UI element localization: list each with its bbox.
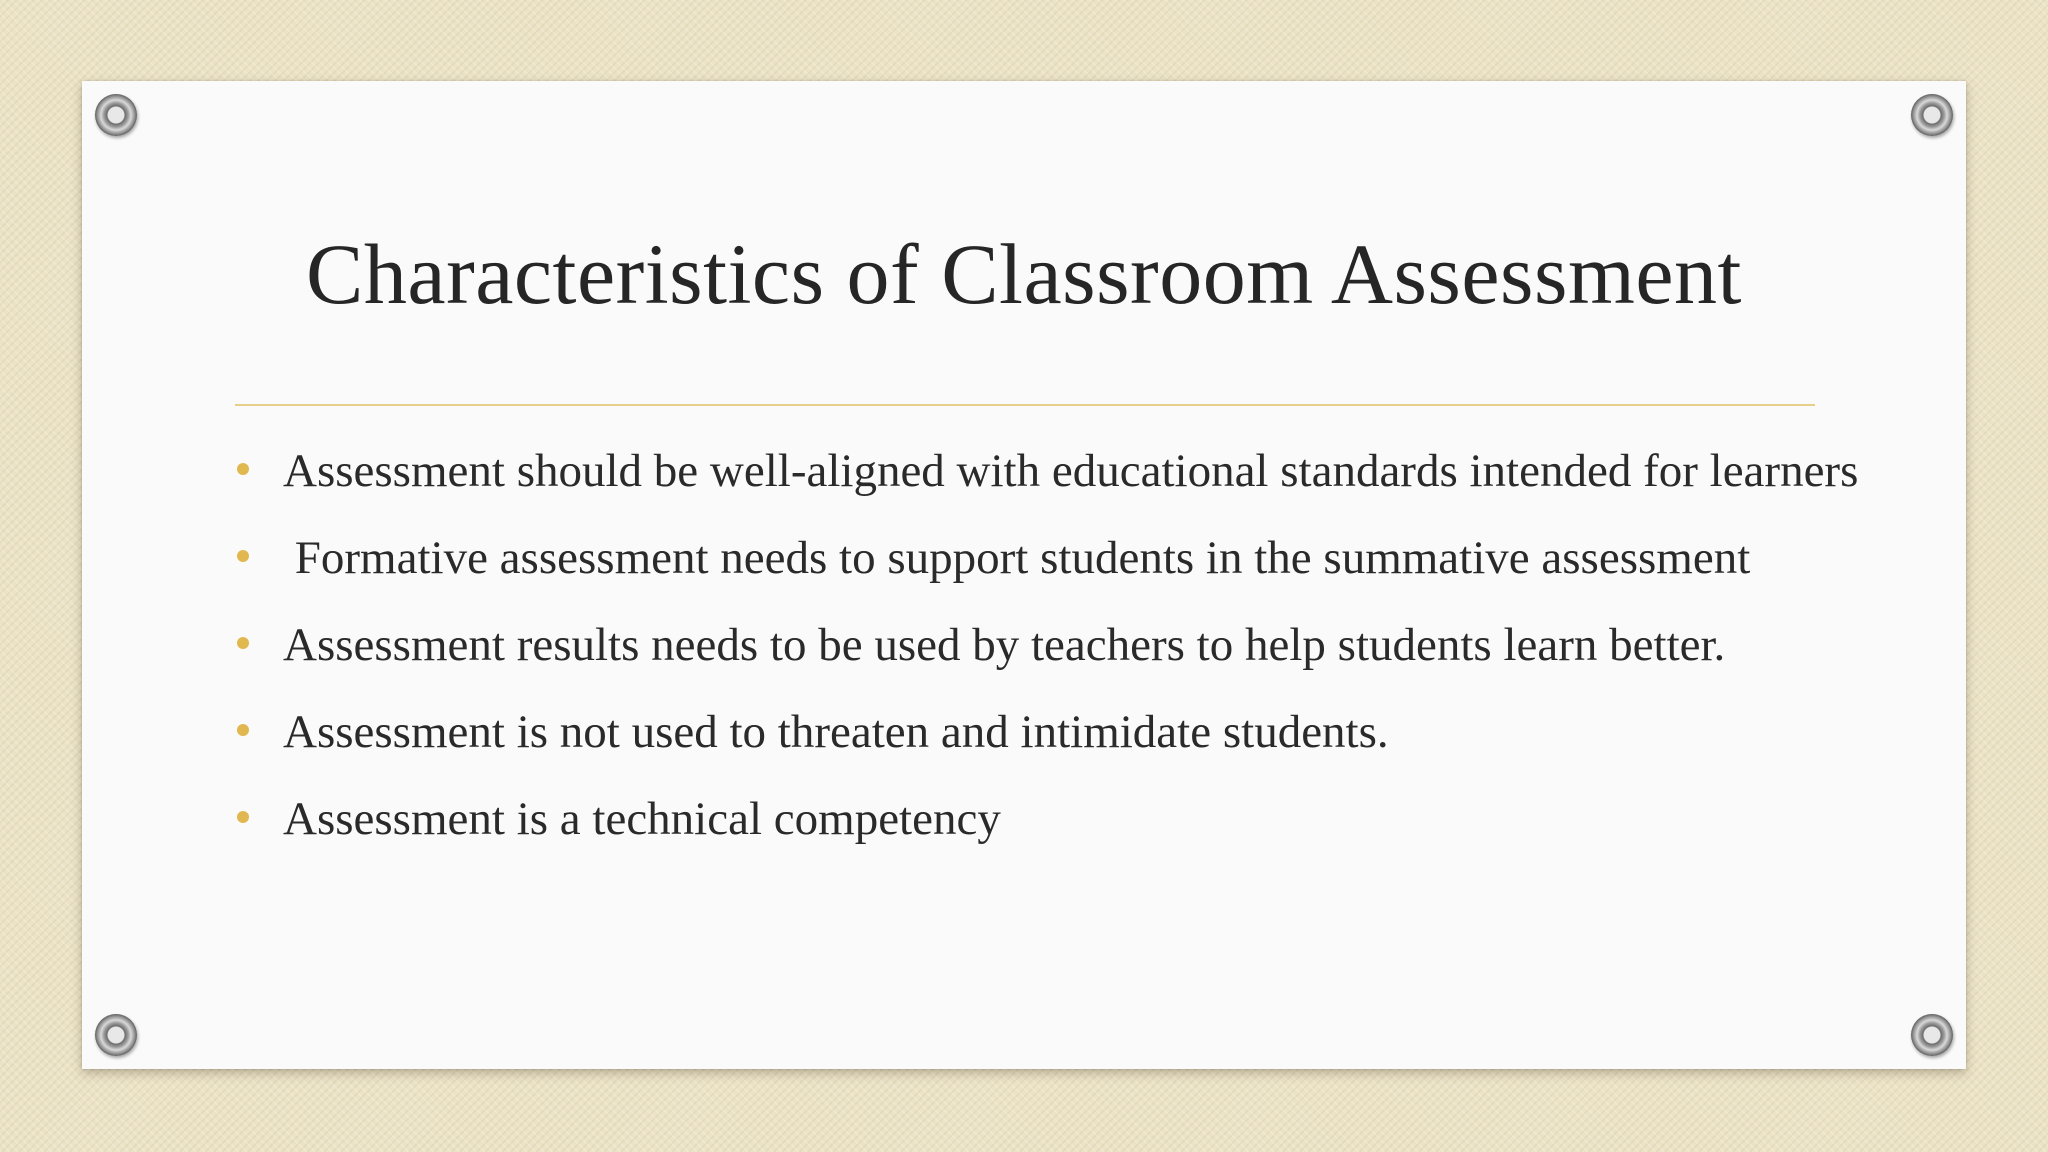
bullet-text: Assessment results needs to be used by teachers to help students learn better. (283, 619, 1726, 671)
bullet-text: Assessment is not used to threaten and intimidate students. (283, 706, 1389, 758)
bullet-text: Formative assessment needs to support students in the summative assessment (283, 532, 1751, 584)
bullet-list (235, 441, 1875, 876)
bullet-icon (237, 724, 249, 736)
title-divider (235, 404, 1815, 406)
bullet-icon (237, 637, 249, 649)
grommet-icon (1911, 1014, 1953, 1056)
bullet-item (235, 702, 1875, 763)
grommet-icon (95, 94, 137, 136)
bullet-icon (237, 811, 249, 823)
bullet-icon (237, 550, 249, 562)
bullet-text: Assessment should be well-aligned with educational standards intended for learners (283, 445, 1859, 497)
bullet-icon (237, 463, 249, 475)
bullet-item (235, 441, 1875, 502)
slide-title: Characteristics of Classroom Assessment (306, 226, 1742, 322)
slide-card (82, 81, 1966, 1069)
grommet-icon (1911, 94, 1953, 136)
bullet-item (235, 615, 1875, 676)
bullet-text: Assessment is a technical competency (283, 793, 1001, 845)
grommet-icon (95, 1014, 137, 1056)
bullet-item (235, 789, 1875, 850)
bullet-item (235, 528, 1875, 589)
